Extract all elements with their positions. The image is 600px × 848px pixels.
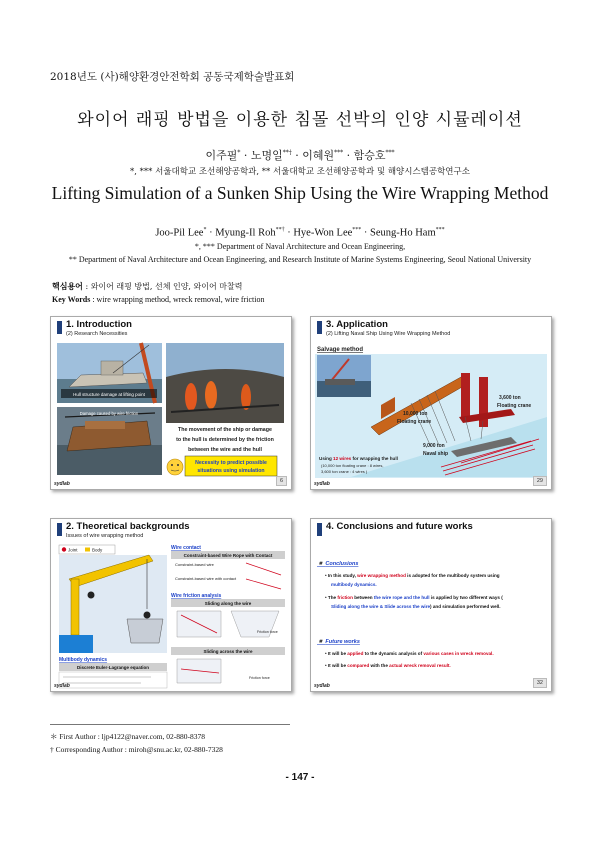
wires-note-highlight: 12 wires	[333, 456, 352, 461]
crane2-label-1: 3,600 ton	[499, 395, 521, 401]
crane-photo	[317, 355, 371, 397]
friction-label-2: Friction force	[249, 676, 270, 680]
en-sep: ·	[287, 227, 291, 239]
joint-legend-icon	[62, 547, 66, 551]
english-authors	[0, 227, 600, 239]
conclusion-1-line-1: • In this study, wire wrapping method is adopted for the multibody system using	[325, 573, 500, 578]
wires-note	[319, 456, 398, 461]
future-heading: ◾ Future works	[317, 639, 360, 645]
callout-text-2: situations using simulation	[197, 468, 265, 474]
wires-note-2: (10,000 ton floating crane : 8 wires,	[321, 463, 384, 468]
kr-author-3: 이혜원	[302, 149, 335, 162]
keywords-kr-text: : 와이어 래핑 방법, 선체 인양, 와이어 마찰력	[85, 282, 243, 291]
slide-theory	[50, 518, 292, 692]
wires-note-post: for wrapping the hull	[351, 456, 398, 461]
slide-number: 32	[533, 678, 547, 688]
english-title: Lifting Simulation of a Sunken Ship Using the Wire Wrapping Method	[51, 183, 549, 203]
slide-title: 2. Theoretical backgrounds	[66, 521, 190, 532]
en-author-1-sup: *	[203, 227, 207, 233]
kr-author-4-sup: ***	[385, 149, 395, 157]
damaged-hull-photo	[57, 407, 162, 475]
keywords-kr-label: 핵심용어	[52, 281, 83, 291]
ship-label-1: 9,000 ton	[423, 443, 445, 449]
future-heading-text: Future works	[325, 639, 360, 645]
slide-title: 4. Conclusions and future works	[326, 521, 473, 532]
wires-note-pre: Using	[319, 456, 334, 461]
slide-title: 1. Introduction	[66, 319, 132, 330]
intro-illustration	[51, 317, 291, 489]
kr-sep: ·	[295, 149, 299, 162]
keywords-en-label: Key Words	[52, 295, 91, 304]
callout-text-1: Necessity to predict possible	[195, 460, 267, 466]
joint-marker-1	[88, 592, 95, 599]
contact-wire-1	[246, 563, 281, 575]
crane2-label-2: Floating crane	[497, 403, 532, 409]
future-1: • It will be applied to the dynamic analysis of various cases in wreck removal.	[325, 651, 494, 656]
slide-subtitle: (2) Lifting Naval Ship Using Wire Wrapping Method	[326, 331, 451, 337]
conclusion-2-line-1: • The friction between the wire rope and the hull is applied by two different ways (	[325, 595, 503, 600]
body-legend-icon	[85, 548, 90, 552]
intro-text-3: between the wire and the hull	[188, 447, 262, 453]
slide-number: 6	[276, 476, 287, 486]
conclusions-heading: ◾ Conclusions	[317, 561, 359, 567]
en-author-4-sup: ***	[435, 227, 445, 233]
table-title: Constraint-based Wire Rope with Contact	[183, 553, 273, 558]
caption-top: Hull structure damage at lifting point	[73, 392, 145, 397]
intro-text-2: to the hull is determined by the friction	[176, 437, 274, 443]
crane1-label-2: Floating crane	[397, 419, 432, 425]
thinking-face-icon	[167, 459, 183, 475]
future-2: • It will be compared with the actual wreck removal result.	[325, 663, 451, 668]
kr-author-2: 노명일	[250, 149, 283, 162]
caption-mid: Damage caused by wire friction	[79, 411, 139, 416]
keywords-english	[52, 295, 264, 304]
en-sep: ·	[209, 227, 213, 239]
intro-text-1: The movement of the ship or damage	[178, 427, 272, 433]
slide-introduction	[50, 316, 292, 490]
slide-subtitle: Issues of wire wrapping method	[66, 533, 144, 539]
slide-title: 3. Application	[326, 319, 388, 330]
contact-wire-2	[246, 579, 281, 589]
korean-affiliation: *, *** 서울대학교 조선해양공학과, ** 서울대학교 조선해양공학과 및 해양시스템공학연구소	[130, 167, 470, 177]
en-sep: ·	[363, 227, 368, 239]
kr-author-4: 함승호	[353, 149, 386, 162]
slide-number: 29	[533, 476, 547, 486]
slide-subtitle: (2) Research Necessities	[66, 331, 128, 337]
footnote-first-author: ＊ First Author : ljp4122@naver.com, 02-880-8378	[50, 732, 206, 741]
en-author-4: Seung-Ho Ham	[370, 227, 436, 239]
en-author-3: Hye-Won Lee	[293, 227, 353, 239]
kr-author-1: 이주필	[205, 149, 238, 162]
kr-sep: ·	[346, 149, 351, 162]
slide-conclusions	[310, 518, 552, 692]
en-author-1: Joo-Pil Lee	[155, 227, 204, 239]
kr-sep: ·	[243, 149, 248, 162]
english-affiliation-1: *, *** Department of Naval Architecture and Ocean Engineering,	[194, 242, 406, 251]
conclusions-heading-text: Conclusions	[325, 561, 359, 567]
footnotes	[50, 724, 290, 757]
kr-author-2-sup: **†	[282, 149, 292, 157]
conference-header: 2018년도 (사)해양환경안전학회 공동국제학술발표회	[50, 71, 295, 83]
across-label: Sliding across the wire	[203, 649, 253, 654]
wire-contact-heading: Wire contact	[171, 545, 201, 551]
conclusion-2-line-2: Sliding along the wire & Slide across the wire) and simulation performed well.	[331, 604, 501, 609]
conclusions-text	[311, 519, 551, 691]
english-affiliation-2: ** Department of Naval Architecture and Ocean Engineering, and Research Institute of Marine Systems Engineering, Seoul National University	[68, 255, 532, 264]
workers-photo	[166, 343, 284, 423]
en-author-3-sup: ***	[352, 227, 362, 233]
theory-illustration	[51, 519, 291, 691]
korean-authors	[0, 147, 600, 163]
friction-heading: Wire friction analysis	[171, 593, 222, 599]
crane1-label-1: 10,000 ton	[403, 411, 428, 417]
conclusion-1-line-2: multibody dynamics.	[331, 582, 377, 587]
wires-note-3: 3,600 ton crane : 4 wires )	[321, 469, 368, 474]
keywords-en-text: : wire wrapping method, wreck removal, wire friction	[92, 295, 265, 304]
footnote-corresponding-author: † Corresponding Author : miroh@snu.ac.kr, 02-880-7328	[50, 745, 223, 754]
friction-label-1: Friction force	[257, 630, 278, 634]
dynamics-heading: Multibody dynamics	[59, 657, 108, 663]
en-author-2: Myung-Il Roh	[215, 227, 276, 239]
page-number: - 147 -	[285, 772, 315, 783]
application-illustration	[311, 317, 551, 489]
korean-title: 와이어 래핑 방법을 이용한 침몰 선박의 인양 시뮬레이션	[77, 110, 523, 130]
sydlab-logo: sydlab	[54, 481, 70, 487]
slide-application	[310, 316, 552, 490]
legend-body: Body	[92, 547, 103, 553]
along-label: Sliding along the wire	[204, 601, 252, 606]
salvage-heading: Salvage method	[317, 347, 364, 353]
en-author-2-sup: **†	[275, 227, 285, 233]
kr-author-1-sup: *	[237, 149, 241, 157]
crane-diagram	[59, 555, 167, 653]
ship-label-2: Naval ship	[423, 451, 449, 457]
equation-box	[59, 672, 167, 688]
sydlab-logo: sydlab	[314, 683, 330, 689]
sydlab-logo: sydlab	[314, 481, 330, 487]
legend-joint: Joint	[68, 547, 78, 553]
sydlab-logo: sydlab	[54, 683, 70, 689]
keywords-korean	[52, 281, 242, 292]
joint-marker-2	[144, 612, 151, 619]
euler-label: Discrete Euler-Lagrange equation	[76, 665, 150, 670]
kr-author-3-sup: ***	[334, 149, 344, 157]
item-1: Constraint-based wire	[175, 562, 214, 567]
item-2: Constraint-based wire with contact	[175, 576, 237, 581]
